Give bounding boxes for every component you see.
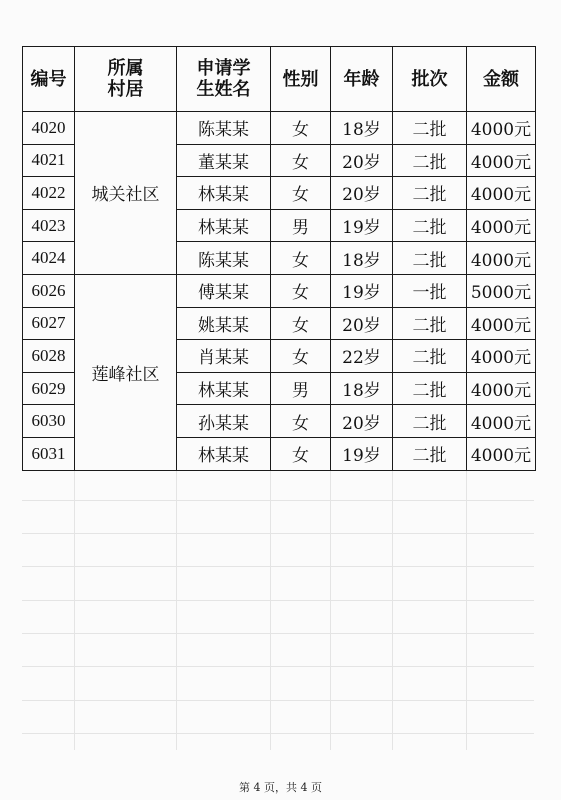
cell-batch: 二批 [393,177,467,210]
header-amount: 金额 [467,47,536,112]
header-age: 年龄 [331,47,393,112]
cell-gender: 男 [271,372,331,405]
cell-batch: 二批 [393,144,467,177]
cell-amount: 4000元 [467,242,536,275]
bleed-through-line [22,566,534,567]
cell-age: 20岁 [331,405,393,438]
cell-community: 城关社区 [75,112,177,275]
cell-batch: 二批 [393,372,467,405]
cell-age: 19岁 [331,274,393,307]
cell-amount: 4000元 [467,340,536,373]
cell-batch: 二批 [393,242,467,275]
cell-name: 林某某 [177,437,271,470]
cell-gender: 女 [271,112,331,145]
bleed-through-line [22,633,534,634]
cell-age: 22岁 [331,340,393,373]
cell-id: 6031 [23,437,75,470]
cell-age: 18岁 [331,372,393,405]
cell-batch: 二批 [393,405,467,438]
cell-id: 6030 [23,405,75,438]
cell-batch: 二批 [393,209,467,242]
cell-amount: 4000元 [467,372,536,405]
bleed-through-line [270,470,271,750]
cell-gender: 女 [271,274,331,307]
cell-id: 6027 [23,307,75,340]
cell-amount: 4000元 [467,112,536,145]
cell-age: 20岁 [331,177,393,210]
cell-age: 18岁 [331,242,393,275]
cell-age: 19岁 [331,209,393,242]
cell-name: 陈某某 [177,112,271,145]
cell-amount: 5000元 [467,274,536,307]
bleed-through-line [74,470,75,750]
cell-gender: 女 [271,177,331,210]
cell-id: 4022 [23,177,75,210]
bleed-through-line [466,470,467,750]
cell-id: 6028 [23,340,75,373]
cell-id: 6026 [23,274,75,307]
cell-amount: 4000元 [467,144,536,177]
cell-name: 傅某某 [177,274,271,307]
bleed-through-line [330,470,331,750]
cell-batch: 二批 [393,112,467,145]
cell-id: 4021 [23,144,75,177]
cell-name: 姚某某 [177,307,271,340]
bleed-through-line [22,700,534,701]
cell-age: 18岁 [331,112,393,145]
cell-gender: 女 [271,144,331,177]
bleed-through-line [22,666,534,667]
cell-community: 莲峰社区 [75,274,177,470]
cell-age: 20岁 [331,307,393,340]
bleed-through-line [22,533,534,534]
cell-gender: 女 [271,437,331,470]
bleed-through-line [22,500,534,501]
cell-name: 肖某某 [177,340,271,373]
cell-id: 4023 [23,209,75,242]
cell-gender: 女 [271,307,331,340]
cell-id: 4024 [23,242,75,275]
student-aid-table [22,46,536,471]
bleed-through-line [22,600,534,601]
header-id: 编号 [23,47,75,112]
cell-amount: 4000元 [467,405,536,438]
header-community: 所属 村居 [75,47,177,112]
cell-batch: 二批 [393,437,467,470]
table-row [23,112,536,145]
header-row [23,47,536,112]
cell-amount: 4000元 [467,209,536,242]
cell-batch: 二批 [393,340,467,373]
table-row [23,274,536,307]
cell-batch: 二批 [393,307,467,340]
cell-name: 孙某某 [177,405,271,438]
page-number-footer: 第 4 页，共 4 页 [239,781,322,794]
cell-name: 林某某 [177,209,271,242]
cell-age: 20岁 [331,144,393,177]
cell-name: 陈某某 [177,242,271,275]
cell-name: 林某某 [177,177,271,210]
header-student-name: 申请学 生姓名 [177,47,271,112]
cell-batch: 一批 [393,274,467,307]
cell-age: 19岁 [331,437,393,470]
cell-amount: 4000元 [467,307,536,340]
cell-gender: 女 [271,340,331,373]
header-gender: 性别 [271,47,331,112]
cell-gender: 女 [271,242,331,275]
bleed-through-line [176,470,177,750]
header-batch: 批次 [393,47,467,112]
cell-name: 董某某 [177,144,271,177]
cell-gender: 女 [271,405,331,438]
bleed-through-line [22,733,534,734]
cell-gender: 男 [271,209,331,242]
cell-id: 4020 [23,112,75,145]
cell-amount: 4000元 [467,177,536,210]
bleed-through-line [392,470,393,750]
cell-name: 林某某 [177,372,271,405]
cell-amount: 4000元 [467,437,536,470]
cell-id: 6029 [23,372,75,405]
